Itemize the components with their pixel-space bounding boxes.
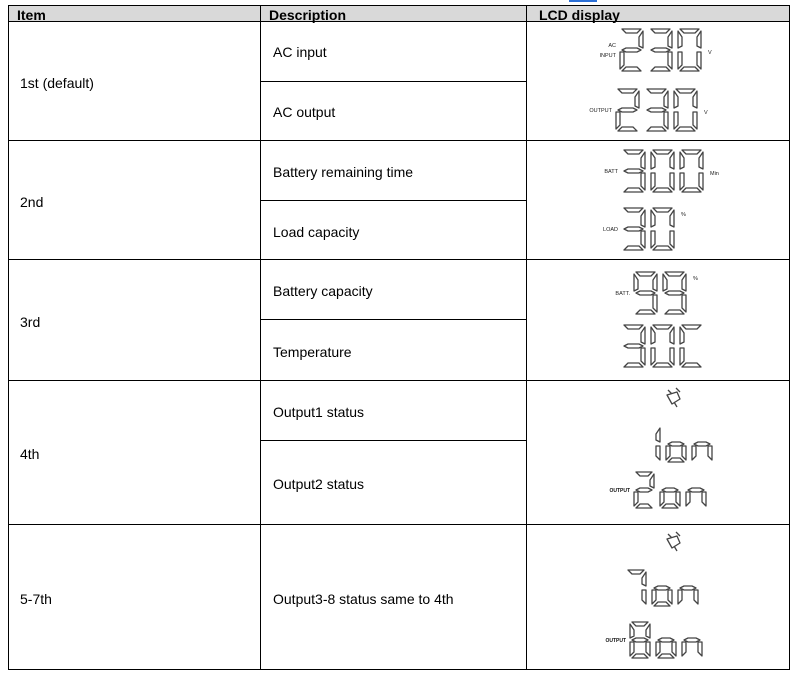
lcd-label: AC (608, 43, 616, 49)
lcd-digit (616, 89, 639, 131)
row-4-desc-b: Output2 status (273, 476, 365, 492)
row-5-item-cell (8, 524, 261, 670)
lcd-ac-input (590, 27, 729, 73)
lcd-digit (634, 272, 657, 314)
lcd-digit (680, 150, 703, 192)
lcd-digit (680, 325, 701, 367)
lcd-digit (678, 29, 701, 71)
lcd-battery-time (592, 148, 731, 194)
header-item-label: Item (17, 7, 46, 23)
lcd-digit (647, 89, 668, 131)
header-item (8, 5, 261, 22)
lcd-label: OUTPUT (605, 638, 626, 644)
row-2-item-cell (8, 140, 261, 260)
lcd-label: OUTPUT (589, 108, 612, 114)
header-description-label: Description (269, 7, 347, 23)
plug-icon (662, 530, 690, 552)
header-description (260, 5, 527, 22)
row-5-item: 5-7th (20, 591, 52, 607)
lcd-output1-status (640, 424, 722, 464)
accent-underline (569, 0, 597, 2)
lcd-digit (660, 488, 680, 508)
row-1-item-cell (8, 21, 261, 141)
lcd-digit (678, 586, 698, 604)
lcd-label: INPUT (599, 53, 616, 59)
lcd-digit (624, 150, 645, 192)
lcd-digit (630, 622, 650, 658)
row-5-desc-cell (260, 524, 527, 670)
lcd-digit (652, 586, 672, 606)
lcd-digit (666, 442, 686, 462)
lcd-digit (620, 29, 643, 71)
row-3-item: 3rd (20, 314, 41, 330)
row-1-desc-b-cell (260, 81, 527, 141)
row-1-desc-b: AC output (273, 104, 336, 120)
lcd-digit (686, 488, 706, 506)
lcd-output2-status (604, 470, 716, 510)
lcd-digit (692, 442, 712, 460)
row-1-desc-a-cell (260, 21, 527, 82)
row-4-desc-a: Output1 status (273, 404, 365, 420)
lcd-digit (651, 150, 674, 192)
plug-icon (662, 386, 690, 408)
row-2-desc-a-cell (260, 140, 527, 201)
row-2-desc-b: Load capacity (273, 224, 360, 240)
lcd-digit (651, 29, 672, 71)
lcd-digit (674, 89, 697, 131)
row-3-desc-a: Battery capacity (273, 283, 373, 299)
lcd-temperature (622, 323, 713, 369)
lcd-digit (682, 638, 702, 656)
row-3-desc-b: Temperature (273, 344, 352, 360)
row-4-desc-a-cell (260, 380, 527, 441)
row-4-item-cell (8, 380, 261, 525)
header-lcd-label: LCD display (539, 7, 620, 23)
lcd-digit (634, 472, 654, 508)
lcd-unit: V (708, 50, 712, 56)
row-4-desc-b-cell (260, 440, 527, 525)
lcd-output7-plug (662, 530, 690, 552)
row-2-desc-a: Battery remaining time (273, 164, 414, 180)
lcd-digit (624, 325, 645, 367)
row-2-desc-b-cell (260, 200, 527, 260)
lcd-label: BATT. (615, 291, 630, 297)
lcd-battery-capacity (604, 270, 714, 316)
lcd-label: LOAD (603, 227, 618, 233)
header-lcd (526, 5, 790, 22)
row-5-desc: Output3-8 status same to 4th (273, 591, 454, 607)
row-4-item: 4th (20, 446, 40, 462)
lcd-digit (656, 638, 676, 658)
lcd-label: OUTPUT (609, 488, 630, 494)
lcd-digit (624, 208, 645, 250)
lcd-output1-plug (662, 386, 690, 408)
lcd-label: BATT (604, 169, 618, 175)
row-1-item: 1st (default) (20, 75, 94, 91)
row-2-item: 2nd (20, 194, 44, 210)
row-3-desc-b-cell (260, 319, 527, 381)
row-1-desc-a: AC input (273, 44, 327, 60)
lcd-output8-status (600, 620, 712, 660)
lcd-output7-status (626, 568, 708, 608)
lcd-digit (656, 428, 660, 460)
row-3-desc-a-cell (260, 259, 527, 320)
lcd-digit (663, 272, 686, 314)
lcd-digit (651, 325, 674, 367)
lcd-digit (628, 570, 646, 604)
lcd-unit: Min (710, 171, 719, 177)
lcd-digit (651, 208, 674, 250)
row-3-item-cell (8, 259, 261, 381)
lcd-unit: % (693, 276, 698, 282)
lcd-unit: V (704, 110, 708, 116)
lcd-unit: % (681, 212, 686, 218)
lcd-ac-output (586, 87, 725, 133)
lcd-load-capacity (592, 206, 702, 252)
